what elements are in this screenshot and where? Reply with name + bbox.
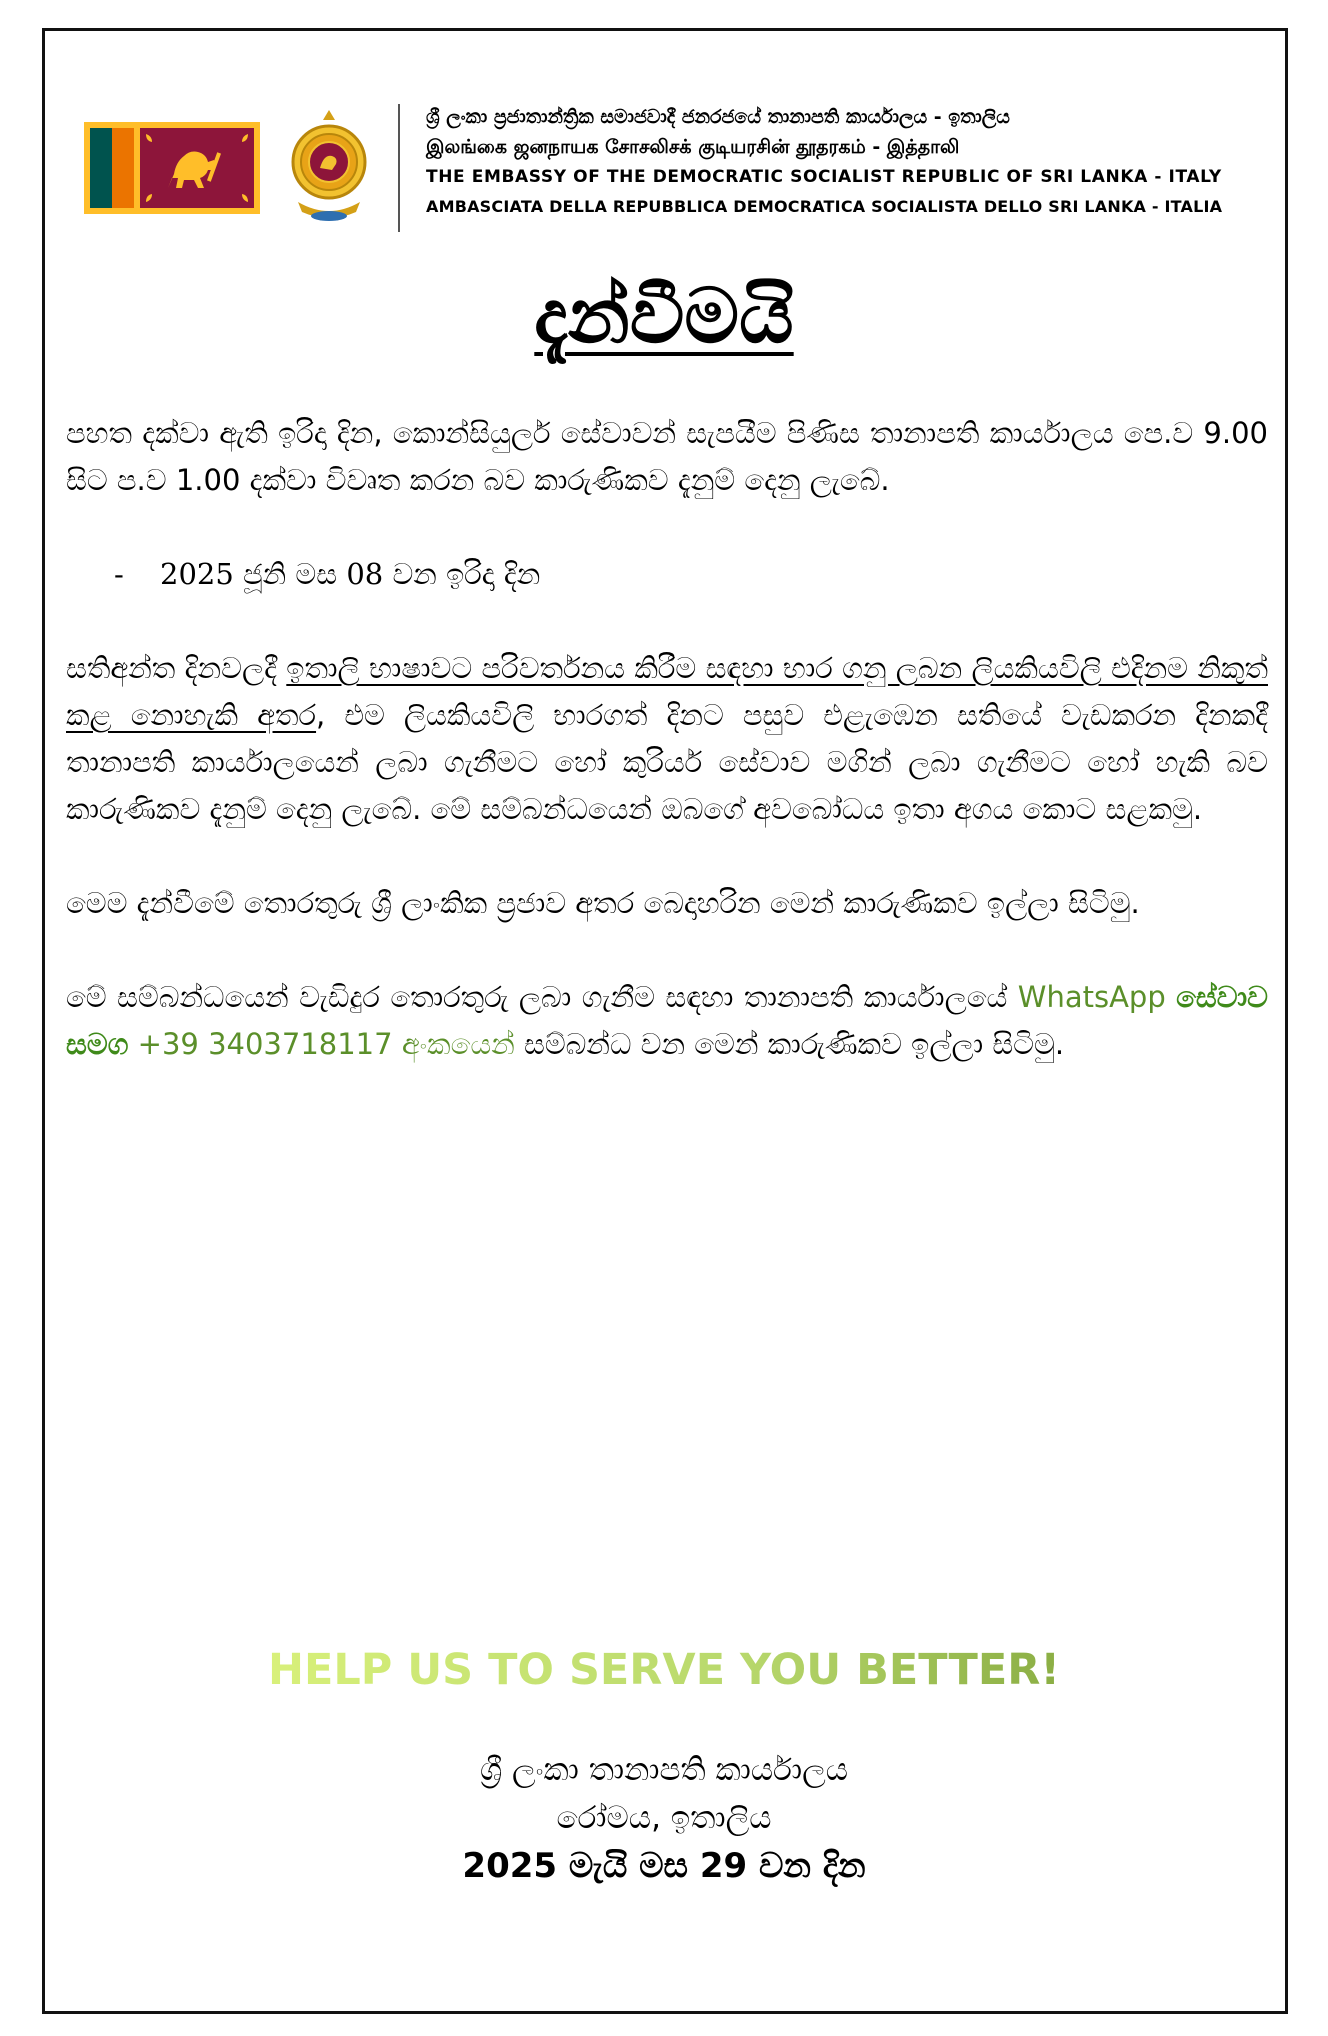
header-line-italian: AMBASCIATA DELLA REPUBBLICA DEMOCRATICA SOCIALISTA DELLO SRI LANKA - ITALIA	[426, 197, 1223, 216]
sri-lanka-emblem-icon	[288, 106, 370, 226]
p4-prefix: මේ සම්බන්ධයෙන් වැඩිදුර තොරතුරු ලබා ගැනීම සඳහා තානාපති කාර්යාලයේ	[66, 980, 1018, 1014]
whatsapp-number[interactable]: +39 3403718117	[137, 1027, 393, 1061]
footer-date: 2025 මැයි මස 29 වන දින	[462, 1846, 866, 1886]
bullet-text: 2025 ජූනි මස 08 වන ඉරිදා දින	[160, 557, 541, 591]
p2-underlined-text: ඉතාලි භාෂාවට පරිවර්තනය කිරීම සඳහා භාර ගනු ලබන ලියකියවිලි එදිනම නිකුත් කළ නොහැකි අතර	[66, 651, 1268, 732]
bullet-dash: -	[114, 557, 124, 591]
footer-city: රෝමය, ඉතාලිය	[556, 1800, 772, 1836]
header-text-block	[426, 102, 1246, 222]
header-line-sinhala: ශ්‍රී ලංකා ප්‍රජාතාන්ත්‍රික සමාජවාදී ජනරජයේ තානාපති කාර්යාලය - ඉතාලිය	[426, 106, 1010, 128]
p4-suffix: සම්බන්ධ වන මෙන් කාරුණිකව ඉල්ලා සිටිමු.	[523, 1027, 1065, 1061]
notice-title-text: දැන්වීමයි	[534, 271, 794, 360]
slogan-text: HELP US TO SERVE YOU BETTER!	[268, 1645, 1060, 1695]
slogan	[0, 1642, 1328, 1698]
footer-office-name: ශ්‍රී ලංකා තානාපති කාර්යාලය	[479, 1752, 849, 1788]
paragraph-translation-notice	[66, 645, 1268, 833]
number-suffix-label: අංකයෙන්	[401, 1027, 515, 1061]
paragraph-share-request: මෙම දැන්වීමේ තොරතුරු ශ්‍රී ලාංකික ප්‍රජාව අතර බෙදාහරින මෙන් කාරුණිකව ඉල්ලා සිටිමු.	[66, 886, 1140, 920]
p2-prefix: සතිඅන්ත දිනවලදී	[66, 651, 287, 685]
whatsapp-service-label: සේවාව සමග	[66, 980, 1269, 1061]
sri-lanka-flag-icon	[84, 122, 260, 214]
signature-block	[0, 1746, 1328, 1890]
p2-suffix: , එම ලියකියවිලි භාරගත් දිනට පසුව එළැඹෙන සතියේ වැඩකරන දිනකදී තානාපති කාර්යාලයෙන් ලබා ගැනීමට හෝ කුරියර් සේවාව මගින් ලබා ගැනීමට හෝ හැකි බව කාරුණිකව දැනුම් දෙනු ලැබේ. මේ සම්බන්ධයෙන් ඔබගේ අවබෝධය ඉතා අගය කොට සළකමු.	[66, 698, 1269, 826]
header-line-tamil: இலங்கை ஜனநாயக சோசலிசக் குடியரசின் தூதரகம் - இத்தாலி	[426, 136, 960, 158]
notice-title	[0, 268, 1328, 364]
whatsapp-label: WhatsApp	[1017, 980, 1166, 1014]
bullet-item-date	[66, 551, 1268, 598]
paragraph-opening-hours: පහත දක්වා ඇති ඉරිදා දින, කොන්සියුලර් සේවාවන් සැපයීම පිණිස තානාපති කාර්යාලය පෙ.ව 9.00 සිට ප.ව 1.00 දක්වා විවෘත කරන බව කාරුණිකව දැනුම් දෙනු ලැබේ.	[66, 416, 1268, 497]
header-line-english: THE EMBASSY OF THE DEMOCRATIC SOCIALIST REPUBLIC OF SRI LANKA - ITALY	[426, 167, 1222, 187]
header-divider	[398, 104, 400, 232]
notice-body	[66, 410, 1268, 1068]
paragraph-contact-info	[66, 974, 1268, 1068]
